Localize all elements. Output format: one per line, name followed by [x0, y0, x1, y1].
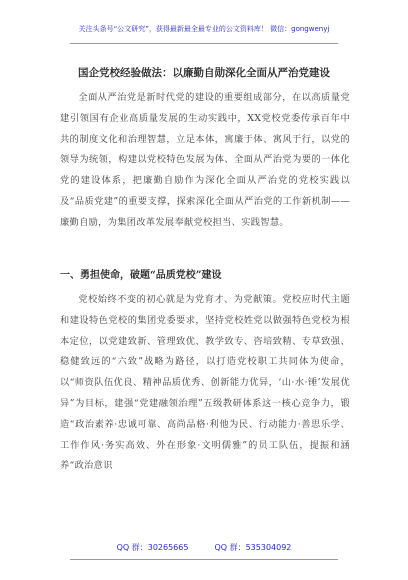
paragraph-intro: 全面从严治党是新时代党的建设的重要组成部分，在以高质量党建引领国有企业高质量发展的生动实践中，XX党校党委传承百年中共的制度文化和治理智慧，立足本体，寓廉于体、寓风于行，以党的领导为统领，构建以党校特色发展为体、全面从严治党为要的一体化党的建设体系，把廉勤自励作为深化全面从严治党的党校实践以及“品质党建”的重要支撑，探索深化全面从严治党的工作新机制——廉勤自励，为集团改革发展奉献党校担当、实践智慧。: [60, 92, 350, 228]
header-promo-note: 关注头条号“公文研究”，获得最新最全最专业的公文资料库！ 微信：gongwenyj: [78, 25, 330, 33]
footer-qq-group-2: QQ 群：535304092: [214, 543, 292, 552]
footer-qq-group-1: QQ 群：30265665: [116, 543, 189, 552]
paragraph-section-1: 党校始终不变的初心就是为党育才、为党献策。党校应时代主题和建设特色党校的集团党委要求，坚持党校姓党以做强特色党校为根本定位，以党建致新、管理致优、教学致专、咨培致精、专草致强、稳健致远的“六致”战略为路径，以打造党校职工共同体为使命，以“师资队伍优良、精神品质优秀、创新能力优异，‘山·水·锤’发展优异”为目标，建强“党建融领治理”五级教研体系这一核心竞争力，锻造“政治素养·忠诚可靠、高尚品格·利他为民、行动能力·善思乐学、工作作风·务实高效、外在形象·文明儒雅”的员工队伍，提振和涵养“政治意识: [60, 294, 350, 472]
footer-divider: [70, 559, 338, 560]
footer-qq-groups: [0, 543, 408, 553]
document-title: 国企党校经验做法：以廉勤自勋深化全面从严治党建设: [78, 67, 330, 79]
header-divider: [70, 43, 338, 44]
section-heading-1: 一、勇担使命，破题“品质党校”建设: [60, 270, 222, 281]
